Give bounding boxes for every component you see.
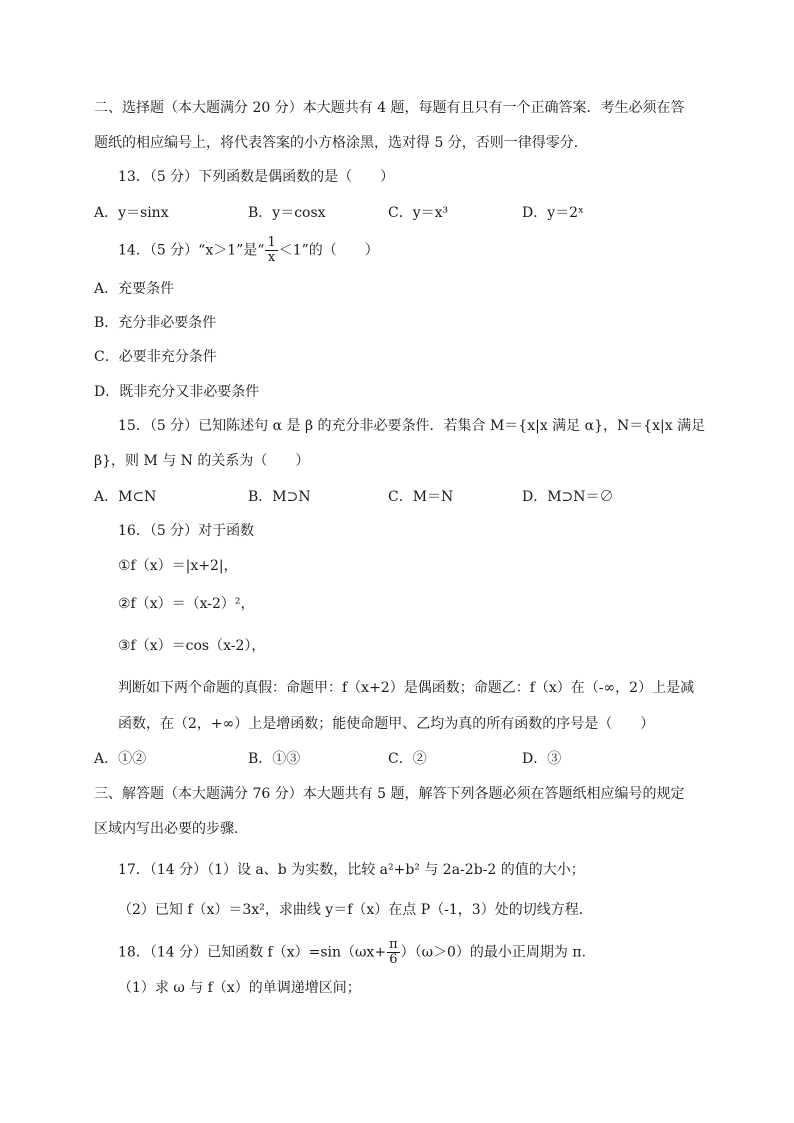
q15-stem-line2: β}，则 M 与 N 的关系为（ ）	[94, 453, 310, 469]
q16-statement-line2: 函数，在（2，+∞）上是增函数；能使命题甲、乙均为真的所有函数的序号是（ ）	[118, 716, 655, 732]
q16-statement-line1: 判断如下两个命题的真假：命题甲：f（x+2）是偶函数；命题乙：f（x）在（-∞，2）上是减	[118, 680, 695, 696]
section2-heading-line2: 题纸的相应编号上，将代表答案的小方格涂黑，选对得 5 分，否则一律得零分．	[94, 135, 588, 151]
q17-part1: 17．（14 分）（1）设 a、b 为实数，比较 a²+b² 与 2a-2b-2 的值的大小；	[118, 862, 585, 878]
q14-stem	[118, 236, 379, 265]
q13-stem: 13．（5 分）下列函数是偶函数的是（ ）	[118, 169, 395, 185]
q14-stem-a: 14．（5 分）“x＞1”是“	[118, 242, 265, 259]
q14-option-c: C．必要非充分条件	[94, 349, 217, 365]
q18-stem	[118, 938, 596, 967]
q14-option-a: A．充要条件	[94, 281, 175, 297]
q13-option-d: D．y＝2ˣ	[522, 205, 584, 221]
q16-option-c: C．②	[388, 751, 427, 767]
section3-heading-line1: 三、解答题（本大题满分 76 分）本大题共有 5 题，解答下列各题必须在答题纸相应编号的规定	[94, 786, 685, 802]
q14-fraction-numerator: 1	[267, 235, 276, 250]
q16-function-3: ③f（x）＝cos（x-2），	[118, 638, 266, 654]
q18-stem-b: ）（ω＞0）的最小正周期为 π．	[400, 944, 596, 961]
section3-heading-line2: 区域内写出必要的步骤．	[94, 821, 248, 837]
q15-stem-line1: 15．（5 分）已知陈述句 α 是 β 的充分非必要条件．若集合 M＝{x|x 满足 α}，N＝{x|x 满足	[118, 418, 706, 434]
q14-fraction	[265, 236, 277, 265]
q18-part1: （1）求 ω 与 f（x）的单调递增区间；	[118, 980, 361, 996]
q13-option-b: B．y＝cosx	[248, 205, 326, 221]
q14-option-b: B．充分非必要条件	[94, 315, 217, 331]
q17-part2: （2）已知 f（x）＝3x²，求曲线 y＝f（x）在点 P（-1，3）处的切线方程．	[118, 902, 593, 918]
q16-option-d: D．③	[522, 751, 562, 767]
q15-option-d: D．M⊃N＝∅	[522, 489, 614, 505]
q14-stem-b: ＜1”的（ ）	[278, 242, 379, 259]
q16-option-b: B．①③	[248, 751, 301, 767]
q16-option-a: A．①②	[94, 751, 147, 767]
q15-option-a: A．M⊂N	[94, 489, 157, 505]
q15-option-b: B．M⊃N	[248, 489, 311, 505]
q15-option-c: C．M＝N	[388, 489, 454, 505]
q16-stem: 16．（5 分）对于函数	[118, 523, 255, 539]
q14-fraction-denominator: x	[267, 250, 276, 265]
section2-heading-line1: 二、选择题（本大题满分 20 分）本大题共有 4 题，每题有且只有一个正确答案．考生必须在答	[94, 100, 685, 116]
q14-option-d: D．既非充分又非必要条件	[94, 384, 260, 400]
q18-fraction-denominator: 6	[389, 952, 398, 967]
q18-fraction-numerator: π	[389, 937, 398, 952]
q18-fraction	[387, 938, 400, 967]
q16-function-1: ①f（x）＝|x+2|，	[118, 558, 238, 574]
q16-function-2: ②f（x）＝（x-2）²，	[118, 596, 255, 612]
q13-option-c: C．y＝x³	[388, 205, 449, 221]
q18-stem-a: 18．（14 分）已知函数 f（x）=sin（ωx+	[118, 944, 387, 961]
q13-option-a: A．y＝sinx	[94, 205, 169, 221]
